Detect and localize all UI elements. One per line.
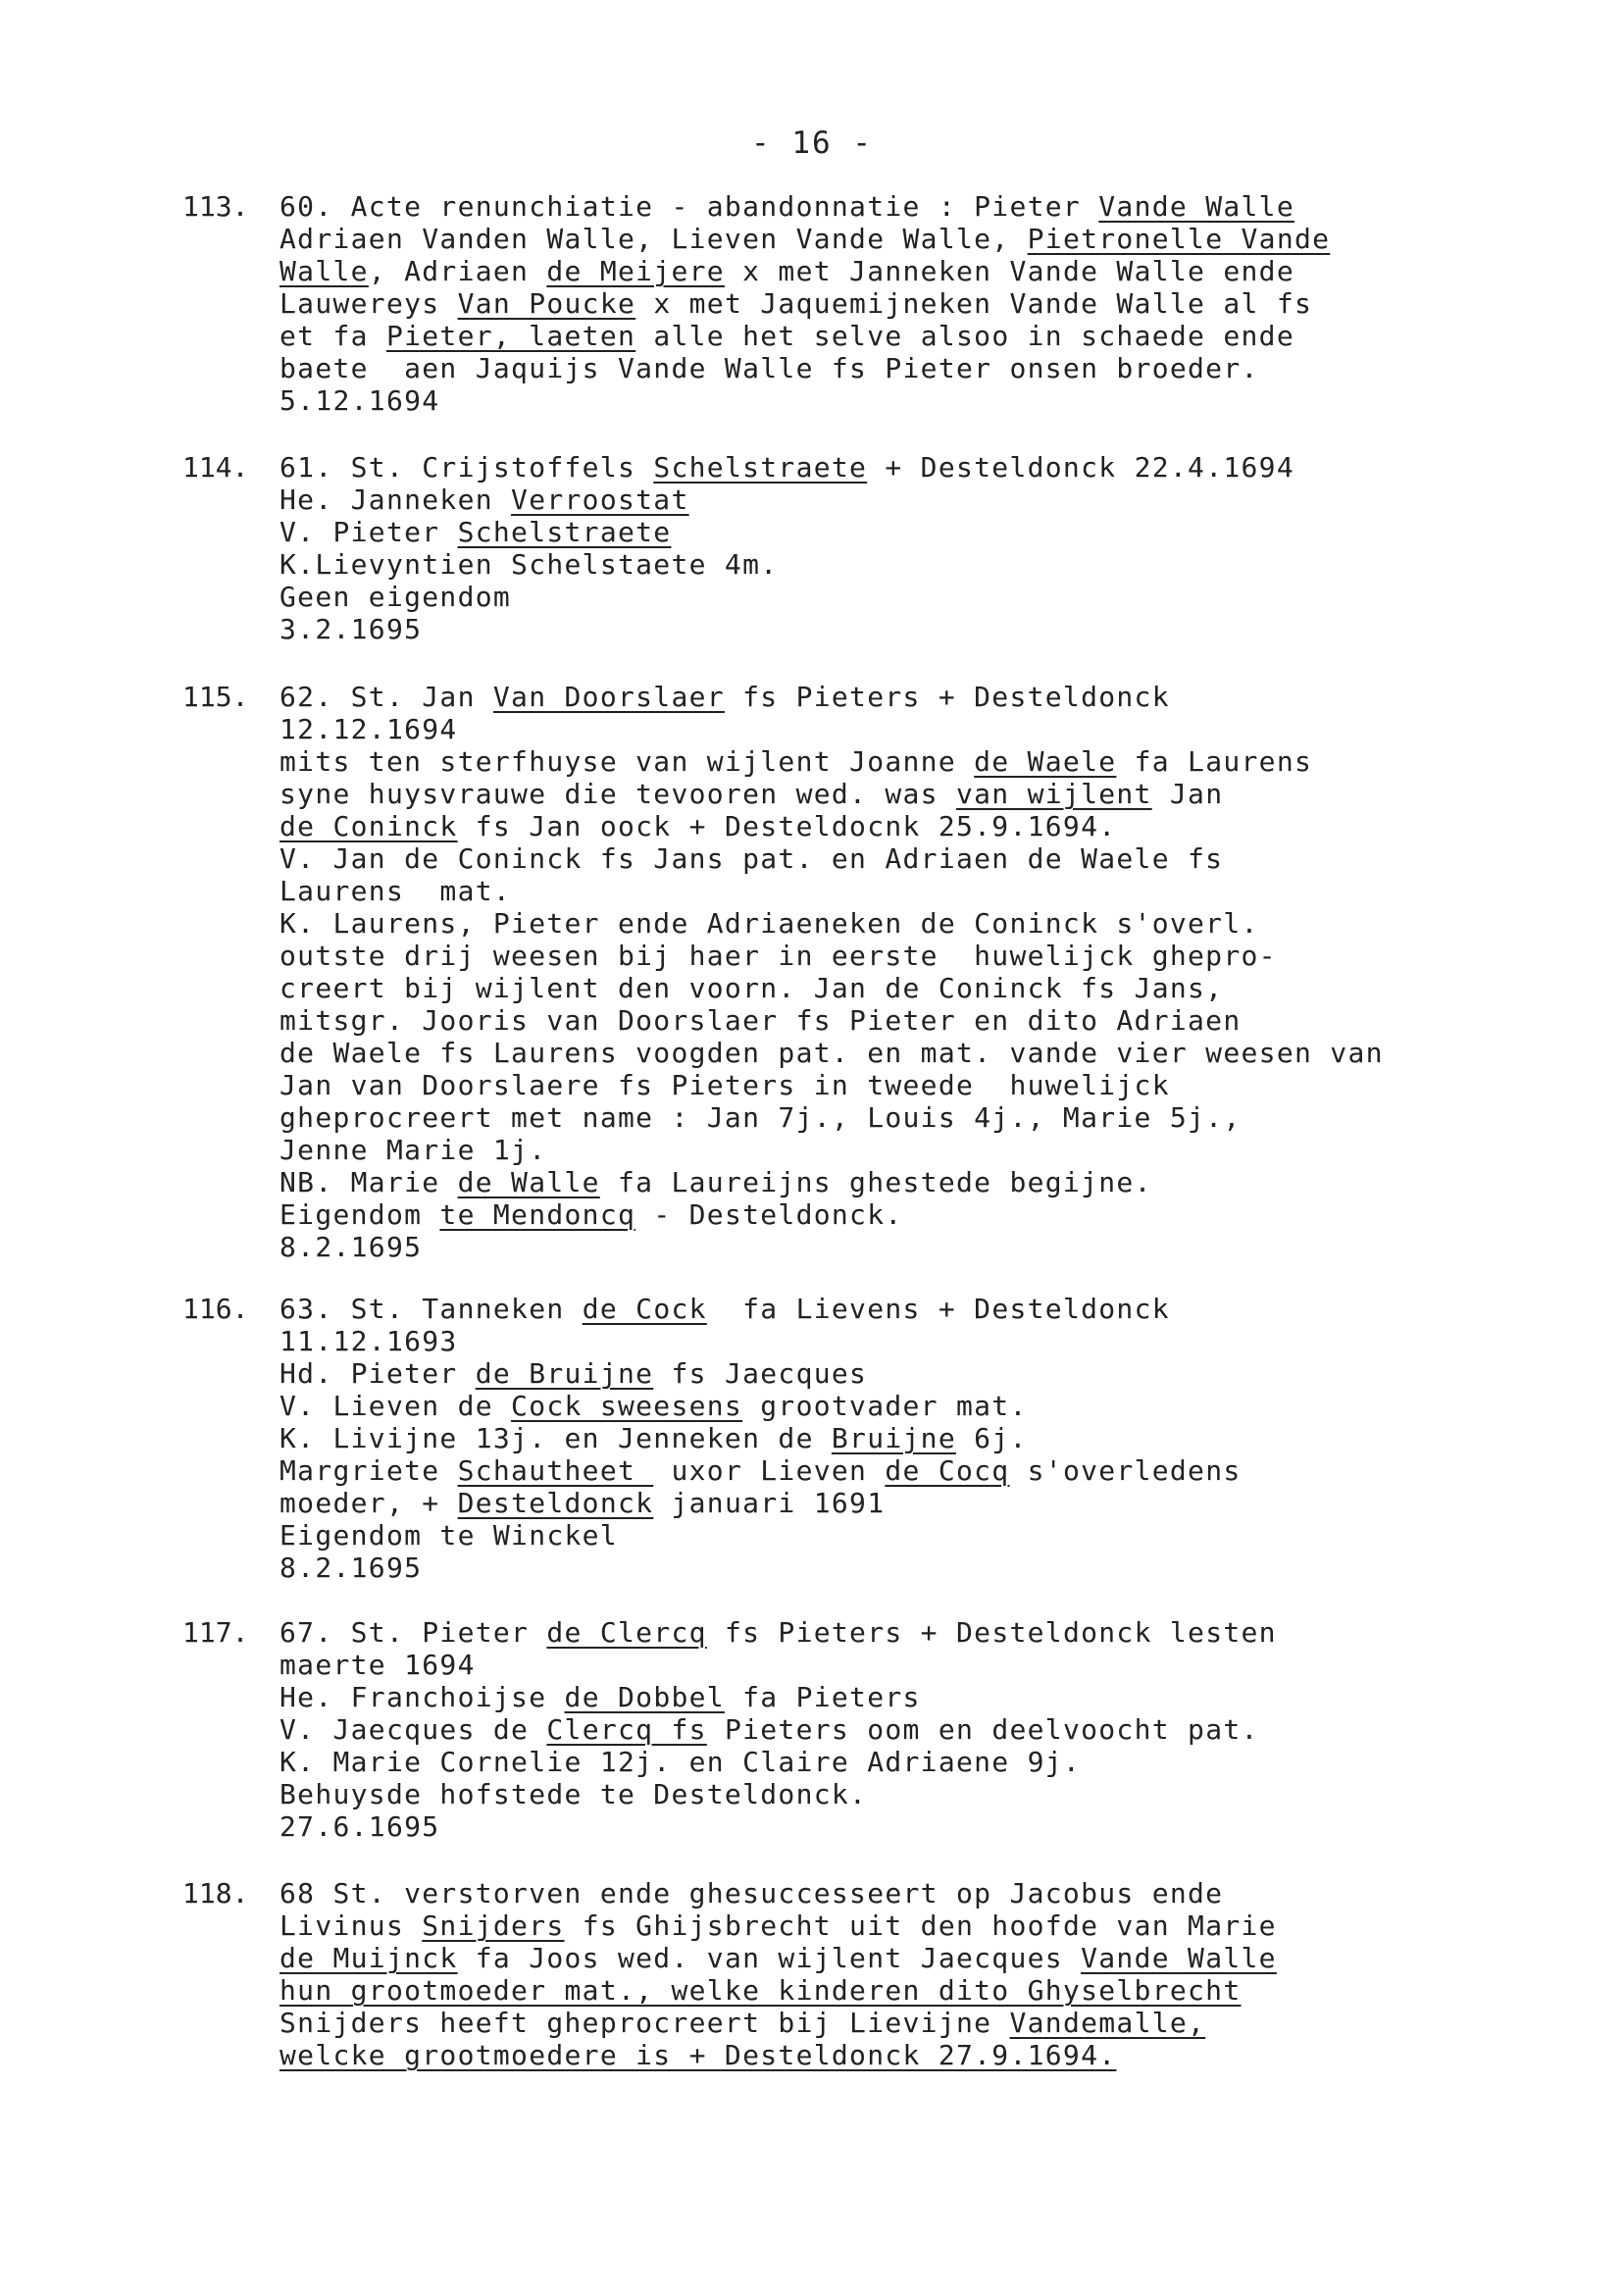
underlined-name: Snijders: [422, 1909, 565, 1942]
underlined-name: Verroostat: [511, 484, 689, 516]
text-segment: uxor Lieven: [653, 1454, 886, 1487]
text-segment: Adriaen Vanden Walle, Lieven Vande Walle,: [279, 223, 1028, 255]
underlined-name: Vandemalle,: [1009, 2007, 1206, 2039]
text-line: [279, 190, 1330, 223]
underlined-name: Pieter, laeten: [385, 320, 636, 352]
underlined-name: de Coninck: [279, 810, 458, 842]
text-line: [279, 451, 1294, 484]
text-line: [279, 1069, 1384, 1101]
text-line: [279, 516, 1294, 548]
text-line: [279, 1746, 1277, 1778]
text-line: [279, 1357, 1242, 1390]
underlined-name: de Bruijne: [475, 1357, 654, 1390]
text-line: [279, 581, 1294, 613]
entry-text: [279, 190, 1330, 417]
text-line: [279, 1778, 1277, 1810]
underlined-name: Schautheet: [457, 1454, 654, 1487]
text-line: [279, 1713, 1277, 1746]
text-segment: He. Janneken: [279, 484, 512, 516]
text-segment: 62. St. Jan: [279, 681, 493, 713]
underlined-name: Clercq fs: [546, 1713, 707, 1746]
text-line: [279, 810, 1384, 842]
text-segment: Jan van Doorslaere fs Pieters in tweede huwelijck: [279, 1069, 1170, 1101]
underlined-name: van wijlent: [955, 778, 1152, 810]
text-line: [279, 548, 1294, 581]
text-segment: Geen eigendom: [279, 581, 512, 613]
text-line: [279, 1487, 1242, 1519]
text-segment: 68 St. verstorven ende ghesuccesseert op Jacobus ende: [279, 1877, 1224, 1909]
text-segment: 67. St. Pieter: [279, 1616, 547, 1649]
text-segment: , Adriaen: [368, 255, 547, 287]
text-line: [279, 1037, 1384, 1069]
text-line: [279, 1649, 1277, 1681]
text-line: [279, 255, 1330, 287]
text-line: [279, 1422, 1242, 1454]
text-segment: 3.2.1695: [279, 613, 423, 645]
underlined-name: de Waele: [974, 745, 1117, 778]
text-line: [279, 1004, 1384, 1037]
text-line: [279, 2039, 1277, 2071]
underlined-name: Schelstraete: [457, 516, 672, 548]
text-segment: Eigendom te Winckel: [279, 1519, 618, 1552]
text-segment: Jan: [1151, 778, 1224, 810]
text-line: [279, 2007, 1277, 2039]
text-segment: 5.12.1694: [279, 384, 440, 417]
text-segment: Snijders heeft gheprocreert bij Lievijne: [279, 2007, 1010, 2039]
text-line: [279, 778, 1384, 810]
text-line: [279, 1134, 1384, 1166]
text-line: [279, 1552, 1242, 1584]
text-segment: s'overledens: [1009, 1454, 1242, 1487]
text-line: [279, 875, 1384, 907]
text-line: [279, 320, 1330, 352]
text-segment: januari 1691: [653, 1487, 886, 1519]
underlined-name: te Mendoncq: [439, 1198, 636, 1231]
text-line: [279, 613, 1294, 645]
text-segment: Livinus: [279, 1909, 423, 1942]
text-line: [279, 1325, 1242, 1357]
text-segment: 11.12.1693: [279, 1325, 458, 1357]
underlined-name: hun grootmoeder mat., welke kinderen dito Ghyselbrecht: [279, 1974, 1242, 2007]
underlined-name: de Cocq: [885, 1454, 1010, 1487]
text-line: [279, 1877, 1277, 1909]
text-segment: Pieters oom en deelvoocht pat.: [706, 1713, 1259, 1746]
text-line: [279, 287, 1330, 320]
entry-number: 113.: [182, 190, 249, 223]
underlined-name: de Meijere: [546, 255, 725, 287]
entry-text: [279, 1877, 1277, 2071]
text-segment: x met Janneken Vande Walle ende: [724, 255, 1294, 287]
text-segment: 8.2.1695: [279, 1231, 423, 1263]
underlined-name: Cock sweesens: [511, 1390, 743, 1422]
text-segment: NB. Marie: [279, 1166, 458, 1198]
text-segment: moeder, +: [279, 1487, 458, 1519]
underlined-name: de Muijnck: [279, 1942, 458, 1974]
text-segment: 27.6.1695: [279, 1810, 440, 1843]
text-segment: 6j.: [956, 1422, 1028, 1454]
text-segment: alle het selve alsoo in schaede ende: [635, 320, 1294, 352]
text-line: [279, 1810, 1277, 1843]
underlined-name: de Walle: [457, 1166, 600, 1198]
text-segment: V. Jaecques de: [279, 1713, 547, 1746]
text-segment: Lauwereys: [279, 287, 458, 320]
underlined-name: Van Poucke: [457, 287, 636, 320]
text-line: [279, 1166, 1384, 1198]
text-segment: mitsgr. Jooris van Doorslaer fs Pieter en dito Adriaen: [279, 1004, 1242, 1037]
text-line: [279, 842, 1384, 875]
text-segment: K.Lievyntien Schelstaete 4m.: [279, 548, 779, 581]
text-segment: 8.2.1695: [279, 1552, 423, 1584]
text-segment: Margriete: [279, 1454, 458, 1487]
underlined-name: Vande Walle: [1081, 1942, 1277, 1974]
text-line: [279, 713, 1384, 745]
entry-number: 115.: [182, 681, 249, 713]
text-line: [279, 384, 1330, 417]
text-line: [279, 940, 1384, 972]
text-segment: Eigendom: [279, 1198, 440, 1231]
text-segment: K. Livijne 13j. en Jenneken de: [279, 1422, 832, 1454]
text-segment: creert bij wijlent den voorn. Jan de Coninck fs Jans,: [279, 972, 1224, 1004]
text-line: [279, 907, 1384, 940]
text-line: [279, 484, 1294, 516]
text-segment: Hd. Pieter: [279, 1357, 476, 1390]
text-segment: baete aen Jaquijs Vande Walle fs Pieter onsen broeder.: [279, 352, 1259, 384]
text-segment: K. Marie Cornelie 12j. en Claire Adriaene 9j.: [279, 1746, 1082, 1778]
entry-text: [279, 1616, 1277, 1843]
text-segment: syne huysvrauwe die tevooren wed. was: [279, 778, 956, 810]
text-segment: grootvader mat.: [742, 1390, 1028, 1422]
text-segment: He. Franchoijse: [279, 1681, 565, 1713]
underlined-name: Schelstraete: [653, 451, 868, 484]
text-segment: outste drij weesen bij haer in eerste huwelijck ghepro-: [279, 940, 1277, 972]
underlined-name: Desteldonck: [457, 1487, 654, 1519]
entry-text: [279, 1293, 1242, 1584]
text-line: [279, 745, 1384, 778]
page-number: - 16 -: [751, 126, 873, 161]
underlined-name: welcke grootmoedere is + Desteldonck 27.9.1694.: [279, 2039, 1117, 2071]
underlined-name: Walle: [279, 255, 369, 287]
text-segment: V. Lieven de: [279, 1390, 512, 1422]
text-segment: fa Pieters: [724, 1681, 921, 1713]
text-line: [279, 1390, 1242, 1422]
entry-number: 117.: [182, 1616, 249, 1649]
underlined-name: Vande Walle: [1098, 190, 1294, 223]
text-segment: fa Laurens: [1116, 745, 1313, 778]
text-segment: - Desteldonck.: [635, 1198, 903, 1231]
text-segment: 60. Acte renunchiatie - abandonnatie : Pieter: [279, 190, 1099, 223]
entry-text: [279, 681, 1384, 1263]
underlined-name: Pietronelle Vande: [1027, 223, 1331, 255]
text-segment: fs Pieters + Desteldonck: [724, 681, 1170, 713]
text-segment: 61. St. Crijstoffels: [279, 451, 654, 484]
text-line: [279, 1293, 1242, 1325]
text-line: [279, 681, 1384, 713]
text-segment: fa Joos wed. van wijlent Jaecques: [457, 1942, 1082, 1974]
text-line: [279, 972, 1384, 1004]
text-line: [279, 1616, 1277, 1649]
text-segment: x met Jaquemijneken Vande Walle al fs: [635, 287, 1313, 320]
text-line: [279, 223, 1330, 255]
text-segment: fs Jan oock + Desteldocnk 25.9.1694.: [457, 810, 1117, 842]
underlined-name: de Clercq: [546, 1616, 707, 1649]
underlined-name: Van Doorslaer: [492, 681, 725, 713]
entry-number: 116.: [182, 1293, 249, 1325]
text-line: [279, 1909, 1277, 1942]
underlined-name: Bruijne: [831, 1422, 956, 1454]
text-line: [279, 1231, 1384, 1263]
text-segment: K. Laurens, Pieter ende Adriaeneken de Coninck s'overl.: [279, 907, 1259, 940]
text-segment: V. Pieter: [279, 516, 458, 548]
text-segment: Laurens mat.: [279, 875, 512, 907]
text-line: [279, 1942, 1277, 1974]
entry-number: 118.: [182, 1877, 249, 1909]
text-line: [279, 1974, 1277, 2007]
text-line: [279, 352, 1330, 384]
text-segment: fs Ghijsbrecht uit den hoofde van Marie: [564, 1909, 1277, 1942]
entry-number: 114.: [182, 451, 249, 484]
text-segment: gheprocreert met name : Jan 7j., Louis 4j., Marie 5j.,: [279, 1101, 1242, 1134]
text-segment: mits ten sterfhuyse van wijlent Joanne: [279, 745, 975, 778]
text-segment: et fa: [279, 320, 386, 352]
underlined-name: de Cock: [582, 1293, 707, 1325]
text-line: [279, 1681, 1277, 1713]
text-segment: Behuysde hofstede te Desteldonck.: [279, 1778, 868, 1810]
text-segment: fa Laureijns ghestede begijne.: [599, 1166, 1152, 1198]
underlined-name: de Dobbel: [564, 1681, 725, 1713]
text-segment: fs Jaecques: [653, 1357, 868, 1390]
text-segment: maerte 1694: [279, 1649, 476, 1681]
text-segment: fa Lievens + Desteldonck: [706, 1293, 1170, 1325]
entry-text: [279, 451, 1294, 645]
text-line: [279, 1101, 1384, 1134]
text-segment: fs Pieters + Desteldonck lesten: [706, 1616, 1277, 1649]
text-segment: 63. St. Tanneken: [279, 1293, 583, 1325]
text-segment: 12.12.1694: [279, 713, 458, 745]
text-line: [279, 1519, 1242, 1552]
text-segment: de Waele fs Laurens voogden pat. en mat. vande vier weesen van: [279, 1037, 1384, 1069]
text-line: [279, 1198, 1384, 1231]
text-segment: V. Jan de Coninck fs Jans pat. en Adriaen de Waele fs: [279, 842, 1224, 875]
text-segment: Jenne Marie 1j.: [279, 1134, 547, 1166]
text-line: [279, 1454, 1242, 1487]
text-segment: + Desteldonck 22.4.1694: [867, 451, 1294, 484]
